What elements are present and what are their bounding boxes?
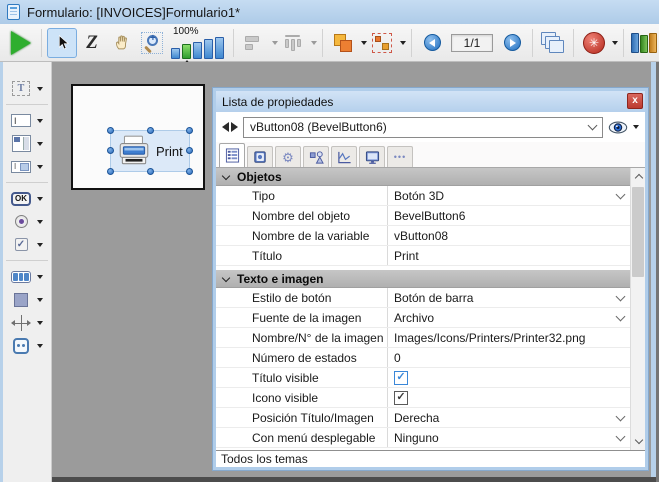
property-row-nombre-variable bbox=[216, 226, 630, 246]
distribute-icon bbox=[284, 35, 302, 51]
red-gear-icon: ✳ bbox=[583, 32, 605, 54]
more-options-icon: ••• bbox=[393, 151, 407, 162]
chevron-down-icon bbox=[616, 431, 626, 441]
monitor-icon bbox=[365, 150, 380, 165]
object-tool-palette bbox=[3, 62, 52, 482]
property-row-tipo bbox=[216, 186, 630, 206]
form-actions-dropdown-arrow[interactable] bbox=[612, 41, 618, 45]
object-selector-combo[interactable] bbox=[243, 117, 603, 138]
selection-handle-s[interactable] bbox=[147, 168, 154, 175]
run-form-button[interactable] bbox=[6, 28, 36, 58]
selection-handle-n[interactable] bbox=[147, 127, 154, 134]
property-label: Tipo bbox=[216, 186, 388, 205]
section-header-texto-imagen[interactable] bbox=[216, 270, 630, 288]
property-row-fuente-imagen bbox=[216, 308, 630, 328]
window-title: Formulario: [INVOICES]Formulario1* bbox=[27, 4, 241, 20]
object-selector-value: vButton08 (BevelButton6) bbox=[250, 120, 387, 134]
property-value-dropdown[interactable]: Ninguno bbox=[388, 428, 630, 447]
distribute-dropdown-arrow[interactable] bbox=[311, 41, 317, 45]
tab-more[interactable] bbox=[387, 146, 413, 167]
toolbar-separator bbox=[532, 29, 533, 57]
icono-visible-checkbox[interactable]: ✓ bbox=[394, 391, 408, 405]
next-page-button[interactable] bbox=[497, 28, 527, 58]
rectangle-tool[interactable] bbox=[3, 288, 51, 311]
property-value-checkbox bbox=[388, 368, 630, 387]
layers-icon bbox=[333, 33, 353, 53]
property-row-con-menu bbox=[216, 428, 630, 448]
radio-button-icon bbox=[15, 215, 28, 228]
section-title: Objetos bbox=[237, 169, 282, 184]
panel-titlebar[interactable] bbox=[216, 91, 645, 112]
chevron-down-icon bbox=[616, 311, 626, 321]
distribute-tools-button[interactable] bbox=[278, 28, 308, 58]
chevron-down-icon bbox=[616, 291, 626, 301]
splitter-icon bbox=[11, 315, 31, 331]
property-label: Estilo de botón bbox=[216, 288, 388, 307]
property-row-estilo-boton bbox=[216, 288, 630, 308]
group-objects-button[interactable] bbox=[367, 28, 397, 58]
input-field-icon: I bbox=[11, 114, 31, 127]
plugin-area-icon bbox=[13, 338, 29, 354]
rectangle-dropdown-arrow[interactable] bbox=[37, 298, 43, 302]
section-header-objetos[interactable] bbox=[216, 168, 630, 186]
collapse-chevron-icon bbox=[222, 171, 230, 179]
magnifier-icon bbox=[141, 32, 163, 54]
panel-scrollbar[interactable] bbox=[630, 168, 645, 450]
previous-page-icon bbox=[424, 34, 441, 51]
selection-handle-w[interactable] bbox=[107, 147, 114, 154]
zoom-level-label: 100% bbox=[173, 25, 199, 37]
chevron-down-icon bbox=[616, 189, 626, 199]
property-row-titulo-visible bbox=[216, 368, 630, 388]
segmented-control-icon bbox=[11, 271, 31, 283]
selection-handle-nw[interactable] bbox=[107, 127, 114, 134]
scroll-up-arrow[interactable] bbox=[631, 168, 645, 184]
list-icon bbox=[225, 148, 240, 163]
property-value-checkbox bbox=[388, 388, 630, 407]
property-value-dropdown[interactable]: Botón de barra bbox=[388, 288, 630, 307]
tab-control-tool[interactable] bbox=[3, 265, 51, 288]
zoom-level-control[interactable] bbox=[171, 27, 224, 59]
hand-icon bbox=[114, 34, 131, 51]
section-title: Texto e imagen bbox=[237, 271, 324, 286]
cursor-arrow-icon bbox=[54, 34, 71, 51]
radio-button-tool[interactable] bbox=[3, 210, 51, 233]
list-box-tool[interactable] bbox=[3, 132, 51, 155]
input-tool-dropdown-arrow[interactable] bbox=[37, 119, 43, 123]
property-value-dropdown[interactable]: Derecha bbox=[388, 408, 630, 427]
property-row-nombre-imagen bbox=[216, 328, 630, 348]
property-label: Título bbox=[216, 246, 388, 265]
property-theme-tabs bbox=[216, 142, 645, 168]
toolbar-separator bbox=[411, 29, 412, 57]
property-value-text[interactable]: 0 bbox=[394, 350, 401, 365]
button-tool-dropdown-arrow[interactable] bbox=[37, 197, 43, 201]
property-label: Título visible bbox=[216, 368, 388, 387]
gear-icon: ⚙ bbox=[282, 149, 294, 165]
checkbox-tool[interactable] bbox=[3, 233, 51, 256]
panel-status-bar bbox=[216, 450, 645, 467]
tab-display[interactable] bbox=[359, 146, 385, 167]
property-label: Con menú desplegable bbox=[216, 428, 388, 447]
previous-page-button[interactable] bbox=[417, 28, 447, 58]
property-row-posicion bbox=[216, 408, 630, 428]
main-toolbar bbox=[0, 24, 659, 62]
scrollbar-thumb[interactable] bbox=[632, 187, 644, 277]
property-value-dropdown[interactable]: Botón 3D bbox=[388, 186, 630, 205]
property-list-panel bbox=[213, 88, 648, 470]
form-document-icon bbox=[7, 4, 20, 20]
property-row-titulo bbox=[216, 246, 630, 266]
titulo-visible-checkbox[interactable]: ✓ bbox=[394, 371, 408, 385]
property-value-dropdown[interactable]: Archivo bbox=[388, 308, 630, 327]
play-icon bbox=[11, 31, 31, 55]
window-titlebar[interactable] bbox=[0, 0, 659, 24]
checkbox-icon: ✓ bbox=[15, 238, 28, 251]
tab-objects[interactable] bbox=[303, 146, 329, 167]
eye-icon bbox=[608, 121, 628, 134]
page-indicator: 1/1 bbox=[451, 34, 493, 52]
property-label: Nombre de la variable bbox=[216, 226, 388, 245]
property-row-numero-estados bbox=[216, 348, 630, 368]
form-actions-button[interactable] bbox=[579, 28, 609, 58]
next-page-icon bbox=[504, 34, 521, 51]
list-box-icon bbox=[12, 135, 31, 152]
move-level-button[interactable] bbox=[328, 28, 358, 58]
property-row-nombre-objeto bbox=[216, 206, 630, 226]
group-selection-icon bbox=[372, 33, 392, 53]
palette-separator bbox=[6, 260, 48, 261]
combo-box-icon: I bbox=[11, 161, 31, 173]
entry-order-icon: Z bbox=[86, 31, 98, 53]
object-library-button[interactable] bbox=[629, 28, 659, 58]
selected-print-button[interactable] bbox=[110, 130, 190, 172]
tab-property-list[interactable] bbox=[219, 143, 245, 167]
scroll-down-arrow[interactable] bbox=[631, 434, 645, 450]
next-object-icon[interactable] bbox=[231, 122, 238, 132]
property-value-text[interactable]: Print bbox=[394, 248, 419, 263]
tab-help-book[interactable] bbox=[247, 146, 273, 167]
selection-handle-ne[interactable] bbox=[186, 127, 193, 134]
selection-handle-e[interactable] bbox=[186, 147, 193, 154]
toolbar-separator bbox=[322, 29, 323, 57]
printer-icon bbox=[116, 135, 152, 167]
tab-events[interactable] bbox=[331, 146, 357, 167]
library-books-icon bbox=[631, 33, 657, 53]
property-label: Nombre/N° de la imagen bbox=[216, 328, 388, 347]
close-icon[interactable]: x bbox=[627, 93, 643, 109]
input-field-tool[interactable] bbox=[3, 109, 51, 132]
ok-button-icon: OK bbox=[11, 192, 31, 206]
property-value-text[interactable]: Images/Icons/Printers/Printer32.png bbox=[394, 330, 586, 345]
line-chart-icon bbox=[337, 150, 352, 165]
tab-control-dropdown-arrow[interactable] bbox=[37, 275, 43, 279]
window-bottom-edge bbox=[52, 477, 656, 482]
property-label: Fuente de la imagen bbox=[216, 308, 388, 327]
view-options-dropdown-arrow bbox=[633, 125, 639, 129]
list-box-dropdown-arrow[interactable] bbox=[37, 142, 43, 146]
collapse-chevron-icon bbox=[222, 273, 230, 281]
property-label: Posición Título/Imagen bbox=[216, 408, 388, 427]
combo-box-dropdown-arrow[interactable] bbox=[37, 165, 43, 169]
toolbar-separator bbox=[233, 29, 234, 57]
splitter-tool[interactable] bbox=[3, 311, 51, 334]
book-icon bbox=[253, 150, 267, 164]
toolbar-separator bbox=[41, 29, 42, 57]
object-selector-row bbox=[216, 112, 645, 142]
rectangle-icon bbox=[14, 293, 28, 307]
property-value-text[interactable]: vButton08 bbox=[394, 228, 449, 243]
group-dropdown-arrow[interactable] bbox=[400, 41, 406, 45]
text-tool-dropdown-arrow[interactable] bbox=[37, 87, 43, 91]
property-label: Número de estados bbox=[216, 348, 388, 367]
checkbox-tool-dropdown-arrow[interactable] bbox=[37, 243, 43, 247]
text-tool[interactable] bbox=[3, 77, 51, 100]
panel-title-text: Lista de propiedades bbox=[222, 94, 334, 109]
chevron-down-icon bbox=[588, 121, 598, 131]
chevron-down-icon bbox=[616, 411, 626, 421]
toolbar-separator bbox=[573, 29, 574, 57]
palette-separator bbox=[6, 182, 48, 183]
print-button-label: Print bbox=[156, 143, 183, 159]
property-value-text[interactable]: BevelButton6 bbox=[394, 208, 466, 223]
selection-tool-button[interactable] bbox=[47, 28, 77, 58]
pan-tool-button[interactable] bbox=[107, 28, 137, 58]
align-icon bbox=[245, 35, 263, 51]
selection-handle-se[interactable] bbox=[186, 168, 193, 175]
splitter-dropdown-arrow[interactable] bbox=[37, 321, 43, 325]
property-row-icono-visible bbox=[216, 388, 630, 408]
object-nav-arrows bbox=[222, 122, 238, 132]
toolbar-separator bbox=[623, 29, 624, 57]
combo-box-tool[interactable] bbox=[3, 155, 51, 178]
entry-order-tool-button[interactable] bbox=[77, 28, 107, 58]
radio-tool-dropdown-arrow[interactable] bbox=[37, 220, 43, 224]
plugin-area-tool[interactable] bbox=[3, 334, 51, 357]
align-tools-button[interactable] bbox=[239, 28, 269, 58]
stacked-pages-icon bbox=[541, 32, 565, 54]
selection-handle-sw[interactable] bbox=[107, 168, 114, 175]
zoom-tool-button[interactable] bbox=[137, 28, 167, 58]
display-pages-button[interactable] bbox=[538, 28, 568, 58]
previous-object-icon[interactable] bbox=[222, 122, 229, 132]
zoom-bars-icon bbox=[171, 37, 224, 59]
property-label: Icono visible bbox=[216, 388, 388, 407]
shapes-icon bbox=[309, 150, 324, 165]
plugin-dropdown-arrow[interactable] bbox=[37, 344, 43, 348]
property-grid bbox=[216, 168, 645, 450]
property-label: Nombre del objeto bbox=[216, 206, 388, 225]
button-tool[interactable] bbox=[3, 187, 51, 210]
text-tool-icon: T bbox=[12, 81, 30, 96]
palette-separator bbox=[6, 104, 48, 105]
status-text: Todos los temas bbox=[221, 452, 308, 466]
tab-settings[interactable] bbox=[275, 146, 301, 167]
view-options-button[interactable] bbox=[608, 121, 639, 134]
